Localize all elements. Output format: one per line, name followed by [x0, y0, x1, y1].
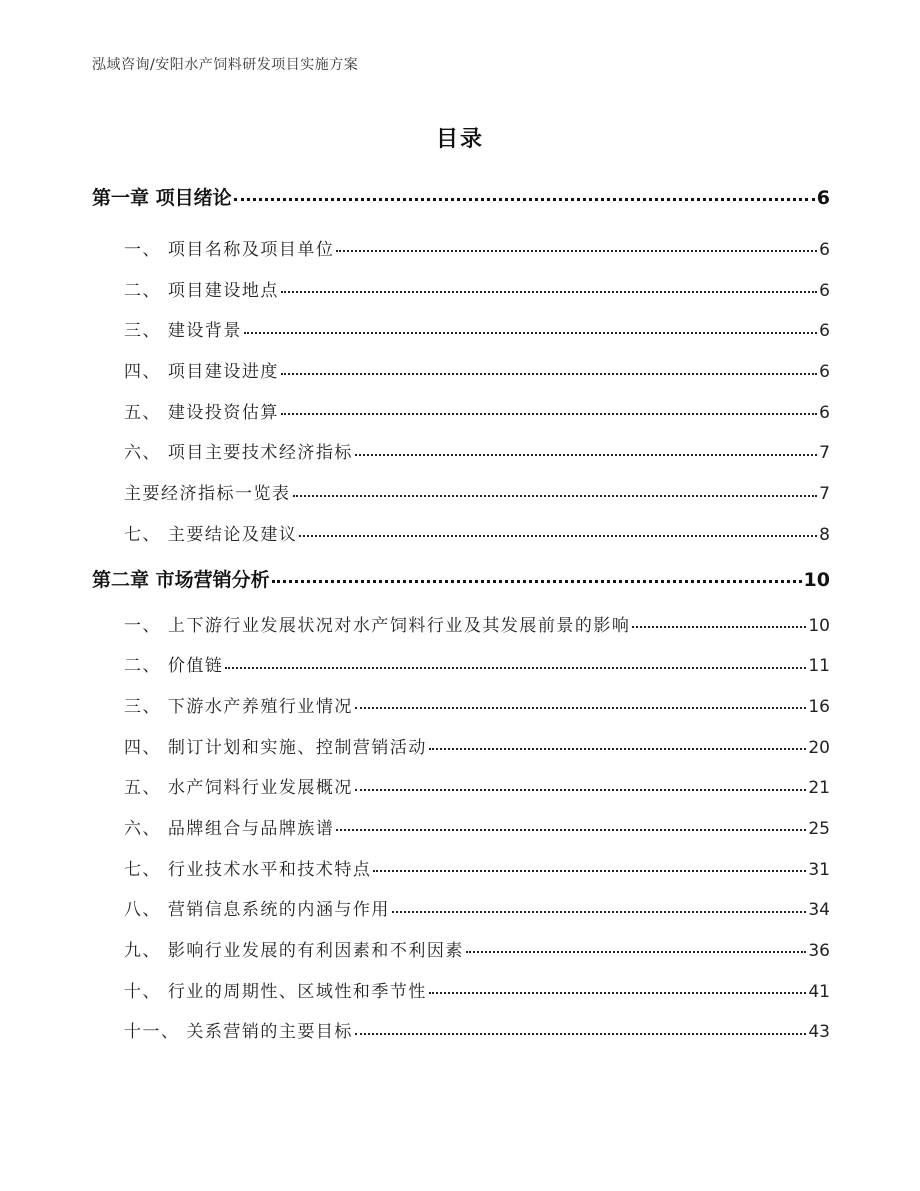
- toc-entry-page: 21: [808, 778, 830, 799]
- toc-entry[interactable]: [92, 311, 830, 352]
- dot-leader: [466, 939, 806, 956]
- toc-entry-page: 6: [819, 280, 830, 301]
- toc-entry[interactable]: [92, 393, 830, 434]
- dot-leader: [336, 817, 806, 834]
- toc-entry[interactable]: [92, 271, 830, 312]
- toc-entry-label: 十一、 关系营销的主要目标: [124, 1022, 353, 1043]
- toc-chapter-page: 10: [803, 568, 830, 591]
- dot-leader: [373, 858, 806, 875]
- toc-entry-label: 六、 项目主要技术经济指标: [124, 443, 353, 464]
- toc-entry-page: 34: [808, 900, 830, 921]
- running-header: 泓域咨询/安阳水产饲料研发项目实施方案: [92, 57, 359, 73]
- dot-leader: [392, 898, 806, 915]
- toc-entry[interactable]: [92, 646, 830, 687]
- toc-entry-label: 一、 项目名称及项目单位: [124, 240, 335, 260]
- toc-entry-page: 31: [808, 859, 830, 880]
- toc-entry-label: 三、 建设背景: [124, 321, 242, 342]
- toc-entry-page: 43: [808, 1022, 830, 1043]
- toc-entry[interactable]: [92, 728, 830, 769]
- toc-entry-label: 二、 价值链: [124, 656, 224, 677]
- toc-entry[interactable]: [92, 687, 830, 728]
- dot-leader: [281, 401, 817, 418]
- toc-title: 目录: [435, 127, 484, 152]
- toc-entry-label: 十、 行业的周期性、区域性和季节性: [124, 981, 427, 1002]
- dot-leader: [272, 567, 802, 586]
- toc-chapter-label: 第二章 市场营销分析: [92, 568, 270, 591]
- toc-entry[interactable]: [92, 230, 830, 271]
- toc-entry-page: 7: [819, 484, 830, 505]
- dot-leader: [293, 482, 818, 499]
- toc-entry-page: 16: [808, 696, 830, 717]
- toc-entry[interactable]: [92, 352, 830, 393]
- toc-chapter[interactable]: [92, 178, 830, 218]
- toc-entry-page: 10: [808, 615, 830, 636]
- toc-entry-page: 36: [808, 941, 830, 961]
- toc-entry-label: 七、 主要结论及建议: [124, 524, 298, 545]
- toc-entry[interactable]: [92, 515, 830, 556]
- dot-leader: [355, 441, 817, 458]
- toc-entry-page: 6: [819, 402, 830, 423]
- toc-entry-label: 七、 行业技术水平和技术特点: [124, 859, 372, 880]
- dot-leader: [632, 614, 806, 631]
- dot-leader: [234, 185, 815, 204]
- toc-entry-label: 六、 品牌组合与品牌族谱: [124, 818, 335, 839]
- dot-leader: [281, 360, 817, 377]
- dot-leader: [299, 523, 817, 540]
- dot-leader: [281, 279, 817, 296]
- dot-leader: [244, 319, 817, 336]
- toc-entry-page: 11: [808, 656, 830, 677]
- dot-leader: [225, 654, 806, 671]
- toc-entry-page: 20: [808, 737, 830, 758]
- toc-entry[interactable]: [92, 931, 830, 972]
- toc-entry-page: 7: [819, 443, 830, 464]
- toc-entry-label: 五、 水产饲料行业发展概况: [124, 778, 353, 799]
- toc-entry-page: 8: [819, 524, 830, 545]
- toc-entry-page: 6: [819, 240, 830, 260]
- toc-entry[interactable]: [92, 972, 830, 1013]
- toc-entry[interactable]: [92, 474, 830, 515]
- dot-leader: [429, 980, 806, 997]
- toc-entry-label: 二、 项目建设地点: [124, 280, 279, 301]
- toc-chapter[interactable]: [92, 560, 830, 600]
- toc-entry-label: 四、 制订计划和实施、控制营销活动: [124, 737, 427, 758]
- toc-entry[interactable]: [92, 433, 830, 474]
- dot-leader: [355, 695, 806, 712]
- toc-entry-label: 五、 建设投资估算: [124, 402, 279, 423]
- toc-entry-page: 6: [819, 321, 830, 342]
- toc-entry[interactable]: [92, 606, 830, 647]
- table-of-contents: [92, 178, 830, 1053]
- dot-leader: [429, 736, 806, 753]
- toc-entry[interactable]: [92, 850, 830, 891]
- toc-chapter-label: 第一章 项目绪论: [92, 187, 232, 209]
- dot-leader: [355, 1020, 806, 1037]
- toc-entry[interactable]: [92, 768, 830, 809]
- toc-entry-label: 八、 营销信息系统的内涵与作用: [124, 900, 390, 921]
- toc-entry-label: 主要经济指标一览表: [124, 484, 291, 505]
- toc-chapter-page: 6: [816, 187, 830, 209]
- toc-entry-label: 一、 上下游行业发展状况对水产饲料行业及其发展前景的影响: [124, 615, 631, 636]
- toc-entry[interactable]: [92, 890, 830, 931]
- toc-entry-page: 25: [808, 818, 830, 839]
- toc-entry-label: 四、 项目建设进度: [124, 362, 279, 383]
- toc-entry[interactable]: [92, 1012, 830, 1053]
- dot-leader: [355, 776, 806, 793]
- toc-entry[interactable]: [92, 809, 830, 850]
- toc-entry-page: 6: [819, 362, 830, 383]
- dot-leader: [336, 238, 817, 255]
- toc-entry-label: 九、 影响行业发展的有利因素和不利因素: [124, 941, 464, 961]
- toc-entry-label: 三、 下游水产养殖行业情况: [124, 696, 353, 717]
- toc-entry-page: 41: [808, 981, 830, 1002]
